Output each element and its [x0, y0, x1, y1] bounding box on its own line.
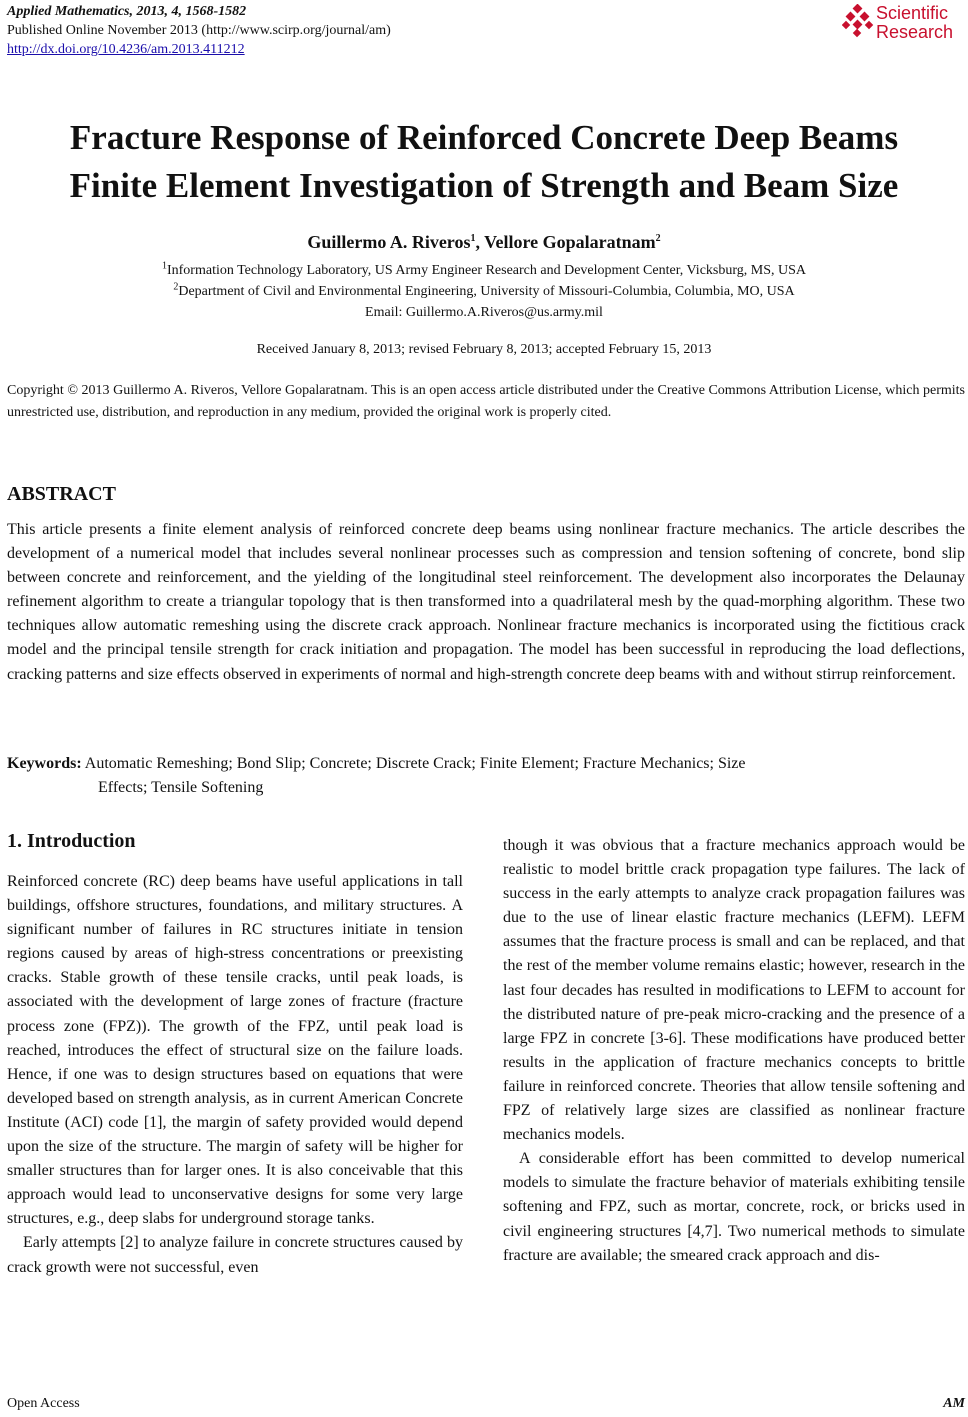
- author-2-sup: 2: [655, 233, 661, 244]
- affiliation-2: [0, 281, 968, 302]
- author-1: Guillermo A. Riveros: [307, 232, 471, 252]
- publisher-logo: [842, 4, 962, 44]
- doi-link[interactable]: http://dx.doi.org/10.4236/am.2013.411212: [7, 42, 245, 57]
- right-column: [503, 834, 965, 1268]
- footer-journal-abbrev: AM: [943, 1396, 965, 1411]
- journal-volume: , 2013, 4, 1568-1582: [129, 4, 247, 19]
- section-heading-introduction: 1. Introduction: [7, 830, 136, 852]
- authors: [0, 232, 968, 253]
- page-footer: [7, 1396, 965, 1412]
- keywords-line-1: Automatic Remeshing; Bond Slip; Concrete; Discrete Crack; Finite Element; Fracture Mechanics; Size: [84, 755, 746, 772]
- left-column: [7, 870, 463, 1280]
- published-online: Published Online November 2013 (http://www.scirp.org/journal/am): [7, 23, 391, 38]
- paper-title: [0, 114, 968, 210]
- author-2: Vellore Gopalaratnam: [484, 232, 656, 252]
- journal-citation: [7, 2, 391, 21]
- title-line-1: Fracture Response of Reinforced Concrete Deep Beams: [69, 118, 899, 157]
- abstract-heading: ABSTRACT: [7, 483, 116, 505]
- keywords: [7, 752, 965, 800]
- affiliation-1: [0, 260, 968, 281]
- author-1-sup: 1: [470, 233, 476, 244]
- journal-name: Applied Mathematics: [7, 4, 130, 19]
- copyright-notice: Copyright © 2013 Guillermo A. Riveros, Vellore Gopalaratnam. This is an open access article distributed under the Creative Commons Attribution License, which permits unrestricted use, distribution, and reproduction in any medium, provided the original work is properly cited.: [7, 383, 965, 420]
- affiliation-2-sup: 2: [173, 281, 179, 293]
- paragraph: though it was obvious that a fracture mechanics approach would be realistic to model brittle crack propagation type failures. The lack of success in the early attempts to analyze crack propagation failures was due to the use of linear elastic fracture mechanics (LEFM). LEFM assumes that the fracture process is small and can be replaced, and that the rest of the member volume remains elastic; however, research in the last four decades has resulted in modifications to LEFM to account for the distributed nature of pre-peak micro-cracking and the presence of a large FPZ in concrete [3-6]. These modifications have produced better results in the application of fracture mechanics concepts to brittle failure in reinforced concrete. Theories that allow tensile softening and FPZ of relatively large sizes are classified as nonlinear fracture mechanics models.: [503, 837, 965, 1144]
- paragraph: Early attempts [2] to analyze failure in concrete structures caused by crack growth were not successful, even: [7, 1234, 463, 1276]
- journal-header: [7, 2, 391, 59]
- affiliation-1-sup: 1: [161, 260, 167, 272]
- keywords-label: Keywords:: [7, 755, 82, 772]
- affiliation-2-text: Department of Civil and Environmental Engineering, University of Missouri-Columbia, Columbia, MO, USA: [178, 284, 795, 299]
- keywords-line-2: Effects; Tensile Softening: [98, 779, 264, 796]
- received-dates: Received January 8, 2013; revised February 8, 2013; accepted February 15, 2013: [256, 342, 712, 357]
- paragraph: Reinforced concrete (RC) deep beams have useful applications in tall buildings, offshore structures, foundations, and military structures. A significant number of failures in RC structures initiate in tension regions caused by areas of high-stress concentrations or preexisting cracks. Stable growth of these tensile cracks, until peak loads, is associated with the development of large zones of fracture (fracture process zone (FPZ)). The growth of the FPZ, until peak load is reached, introduces the effect of structural size on the failure loads. Hence, if one was to design structures based on equations that were developed based on strength analysis, as in current American Concrete Institute (ACI) code [1], the margin of safety provided would depend upon the size of the structure. The margin of safety will be higher for smaller structures than for larger ones. It is also conceivable that this approach would lead to unconservative designs for some very large structures, e.g., deep slabs for underground storage tanks.: [7, 873, 463, 1228]
- logo-text: [876, 4, 953, 42]
- affiliation-1-text: Information Technology Laboratory, US Army Engineer Research and Development Center, Vicksburg, MS, USA: [166, 263, 807, 278]
- scientific-research-logo-icon: [842, 4, 874, 38]
- paragraph: A considerable effort has been committed to develop numerical models to simulate the fracture behavior of materials exhibiting tensile softening and FPZ, such as mortar, concrete, rock, or bricks used in civil engineering structures [4,7]. Two numerical methods to simulate fracture are available; the smeared crack approach and dis-: [503, 1150, 965, 1264]
- logo-line-1: Scientific: [876, 3, 949, 23]
- author-separator: ,: [475, 232, 485, 252]
- abstract-text: This article presents a finite element analysis of reinforced concrete deep beams using nonlinear fracture mechanics. The article describes the development of a numerical model that includes several nonlinear processes such as compression and tension softening of concrete, bond slip between concrete and reinforcement, and the yielding of the longitudinal steel reinforcement. The development also incorporates the Delaunay refinement algorithm to create a triangular topology that is then transformed into a quadrilateral mesh by the quad-morphing algorithm. These two techniques allow automatic remeshing using the discrete crack approach. Nonlinear fracture mechanics is incorporated using the fictitious crack model and the principal tensile strength for crack initiation and propagation. The model has been successful in reproducing the load deflections, cracking patterns and size effects observed in experiments of normal and high-strength concrete deep beams with and without stirrup reinforcement.: [7, 521, 965, 683]
- title-line-2: Finite Element Investigation of Strength and Beam Size: [69, 166, 899, 205]
- footer-open-access: Open Access: [7, 1396, 80, 1411]
- logo-line-2: Research: [876, 22, 954, 42]
- author-email: Email: Guillermo.A.Riveros@us.army.mil: [365, 305, 603, 320]
